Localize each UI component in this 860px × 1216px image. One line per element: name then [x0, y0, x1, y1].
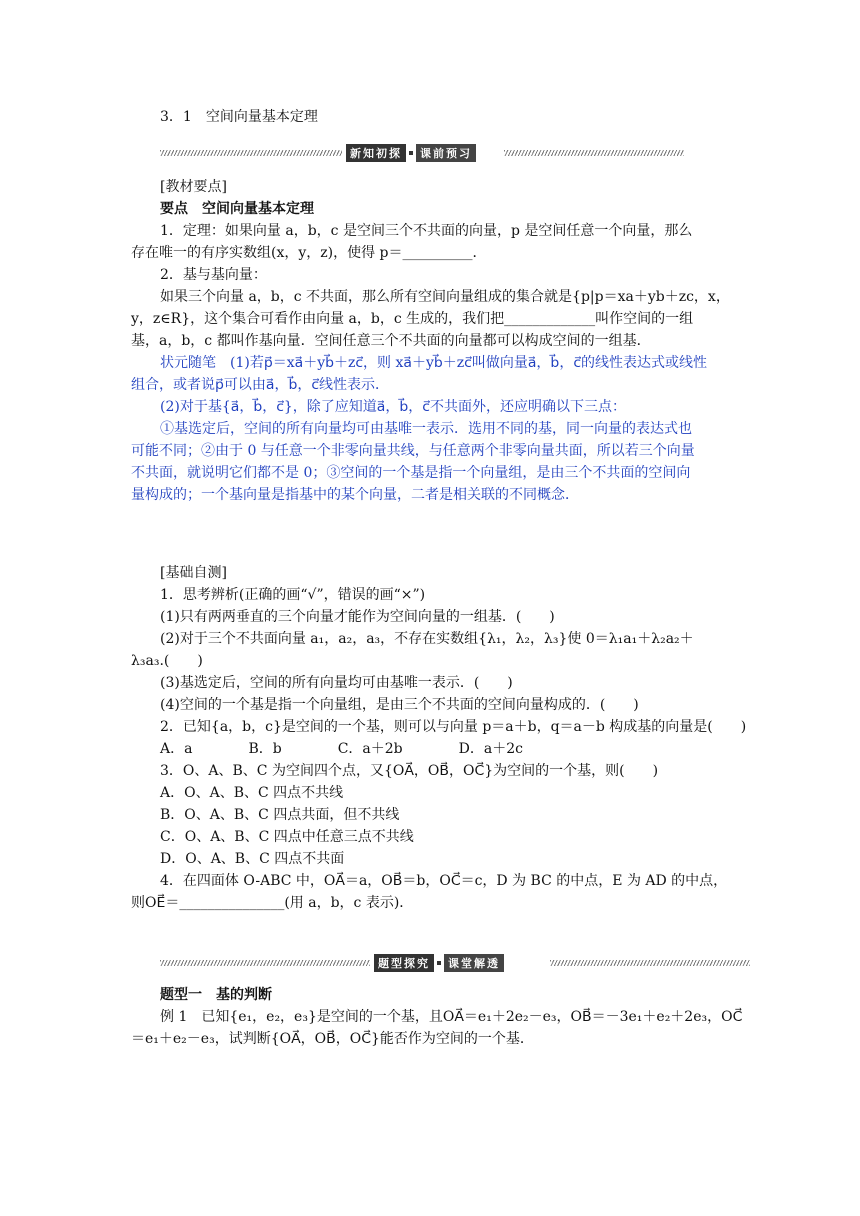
text-line: 组合，或者说p⃗可以由a⃗，b⃗，c⃗线性表示． — [131, 377, 390, 393]
text-line: 不共面，就说明它们都不是 0；③空间的一个基是指一个向量组，是由三个不共面的空间向 — [131, 465, 691, 481]
text-line: 如果三个向量 a，b，c 不共面，那么所有空间向量组成的集合就是{p|p＝xa＋yb＋zc，x， — [160, 289, 730, 305]
banner-right-label: 课堂解透 — [444, 954, 504, 972]
text-line: B．O、A、B、C 四点共面，但不共线 — [160, 807, 400, 823]
text-line: D．O、A、B、C 四点不共面 — [160, 851, 345, 867]
banner-hatch-right — [504, 150, 684, 156]
text-line: 存在唯一的有序实数组(x，y，z)，使得 p＝__________． — [131, 245, 487, 261]
text-line: ①基选定后，空间的所有向量均可由基唯一表示．选用不同的基，同一向量的表达式也 — [160, 421, 692, 437]
text-line: 则OE⃗＝_______________(用 a，b，c 表示)． — [131, 895, 414, 911]
text-line: 1．思考辨析(正确的画“√”，错误的画“×”) — [160, 587, 426, 603]
text-line: 题型一 基的判断 — [160, 987, 272, 1003]
banner-tag — [346, 145, 476, 161]
text-line: (2)对于三个不共面向量 a₁，a₂，a₃，不存在实数组{λ₁，λ₂，λ₃}使 0＝λ₁a₁＋λ₂a₂＋ — [160, 631, 694, 647]
text-line: 1．定理：如果向量 a，b，c 是空间三个不共面的向量，p 是空间任意一个向量，那么 — [160, 223, 693, 239]
text-line: 可能不同；②由于 0 与任意一个非零向量共线，与任意两个非零向量共面，所以若三个向量 — [131, 443, 695, 459]
explore-banner — [160, 955, 750, 971]
banner-right-label: 课前预习 — [416, 144, 476, 162]
text-line: 要点 空间向量基本定理 — [160, 201, 314, 217]
banner-tag — [374, 955, 504, 971]
banner-hatch-left — [160, 150, 342, 156]
banner-dot — [437, 961, 441, 965]
section-title: 3．1 空间向量基本定理 — [160, 109, 318, 125]
text-line: C．O、A、B、C 四点中任意三点不共线 — [160, 829, 414, 845]
banner-dot — [409, 151, 413, 155]
banner-hatch-left — [160, 960, 370, 966]
text-line: 2．基与基向量： — [160, 267, 267, 283]
text-line: A．O、A、B、C 四点不共线 — [160, 785, 344, 801]
banner-hatch-right — [550, 960, 750, 966]
text-line: 3．O、A、B、C 为空间四个点，又{OA⃗，OB⃗，OC⃗}为空间的一个基，则( ) — [160, 763, 659, 779]
text-line: (2)对于基{a⃗，b⃗，c⃗}，除了应知道a⃗，b⃗，c⃗不共面外，还应明确以下三点： — [160, 399, 626, 415]
text-line: 2．已知{a，b，c}是空间的一个基，则可以与向量 p＝a＋b，q＝a－b 构成基的向量是( ) — [160, 719, 747, 735]
text-line: (3)基选定后，空间的所有向量均可由基唯一表示．( ) — [160, 675, 513, 691]
text-line: (4)空间的一个基是指一个向量组，是由三个不共面的空间向量构成的．( ) — [160, 697, 639, 713]
text-line: 例 1 已知{e₁，e₂，e₃}是空间的一个基，且OA⃗＝e₁＋2e₂－e₃，OB⃗＝－3e₁＋e₂＋2e₃，OC⃗ — [160, 1009, 743, 1025]
text-line: 量构成的；一个基向量是指基中的某个向量，二者是相关联的不同概念． — [131, 487, 579, 503]
preview-banner — [160, 145, 750, 161]
text-line: y，z∈R}，这个集合可看作由向量 a，b，c 生成的，我们把_____________叫作空间的一组 — [131, 311, 694, 327]
banner-left-label: 新知初探 — [346, 144, 406, 162]
text-line: 4．在四面体 O-ABC 中，OA⃗＝a，OB⃗＝b，OC⃗＝c，D 为 BC 的中点，E 为 AD 的中点， — [160, 873, 728, 889]
text-line: 基，a，b，c 都叫作基向量．空间任意三个不共面的向量都可以构成空间的一组基． — [131, 333, 651, 349]
text-line: A．a B．b C．a＋2b D．a＋2c — [160, 741, 523, 757]
banner-left-label: 题型探究 — [374, 954, 434, 972]
text-line: 状元随笔 (1)若p⃗＝xa⃗＋yb⃗＋zc⃗，则 xa⃗＋yb⃗＋zc⃗叫做向量a⃗，b⃗，c⃗的线性表达式或线性 — [160, 355, 708, 371]
text-line: [基础自测] — [160, 565, 227, 581]
text-line: [教材要点] — [160, 179, 227, 195]
text-line: λ₃a₃.( ) — [131, 653, 203, 669]
text-line: ＝e₁＋e₂－e₃，试判断{OA⃗，OB⃗，OC⃗}能否作为空间的一个基． — [131, 1031, 534, 1047]
text-line: (1)只有两两垂直的三个向量才能作为空间向量的一组基．( ) — [160, 609, 555, 625]
